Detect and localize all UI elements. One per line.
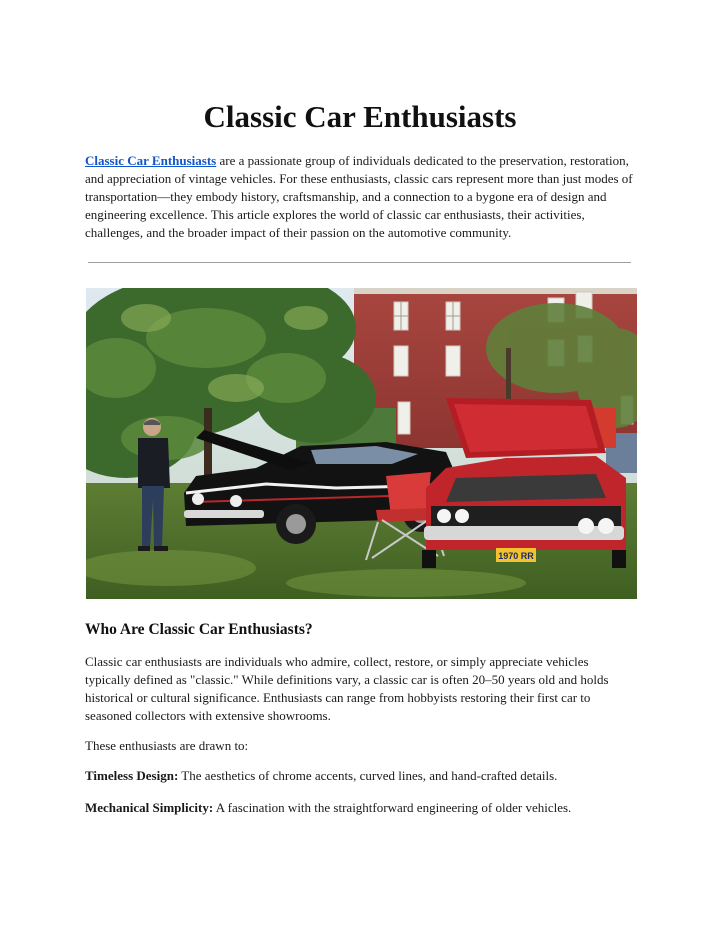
page-title: Classic Car Enthusiasts [203, 99, 517, 134]
reason-item [85, 767, 557, 785]
intro-link[interactable]: Classic Car Enthusiasts [85, 153, 217, 168]
reason-text: A fascination with the straightforward engineering of older vehicles. [213, 800, 572, 815]
classic-cars-photo [86, 288, 637, 599]
drawn-to-text: These enthusiasts are drawn to: [85, 738, 249, 753]
reason-item [85, 799, 571, 817]
definition-paragraph: Classic car enthusiasts are individuals who admire, collect, restore, or simply appreciate vehicles typically defined as "classic." While definitions vary, a classic car is often 20–50 years old and holds historical or cultural significance. Enthusiasts can range from hobbyists restoring their first car to seasoned collectors with extensive showrooms. [85, 654, 609, 723]
reason-label: Mechanical Simplicity: [85, 800, 214, 815]
reason-label: Timeless Design: [85, 768, 179, 783]
section-heading: Who Are Classic Car Enthusiasts? [85, 621, 313, 638]
license-plate: 1970 RR [498, 551, 534, 561]
reason-text: The aesthetics of chrome accents, curved lines, and hand-crafted details. [178, 768, 558, 783]
intro-paragraph [85, 152, 637, 242]
horizontal-divider [88, 262, 631, 263]
intro-text: are a passionate group of individuals dedicated to the preservation, restoration, and appreciation of vintage vehicles. For these enthusiasts, classic cars represent more than just modes of transportation—they embody history, craftsmanship, and a connection to a bygone era of design and engineering excellence. This article explores the world of classic car enthusiasts, their activities, challenges, and the broader impact of their passion on the automotive community. [85, 153, 633, 240]
